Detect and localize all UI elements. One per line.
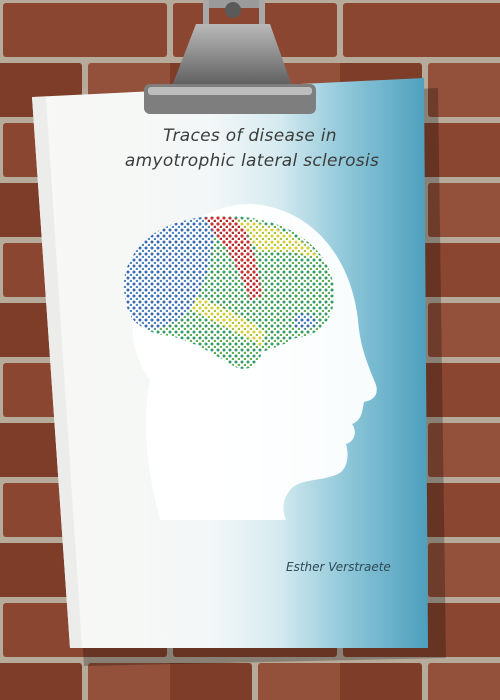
book-title-line-2: amyotrophic lateral sclerosis [124, 151, 380, 171]
book-author: Esther Verstraete [286, 560, 391, 574]
book-title-line-1: Traces of disease in [163, 126, 337, 146]
clip-jaw-highlight [148, 87, 312, 95]
clip-hole [225, 2, 241, 18]
